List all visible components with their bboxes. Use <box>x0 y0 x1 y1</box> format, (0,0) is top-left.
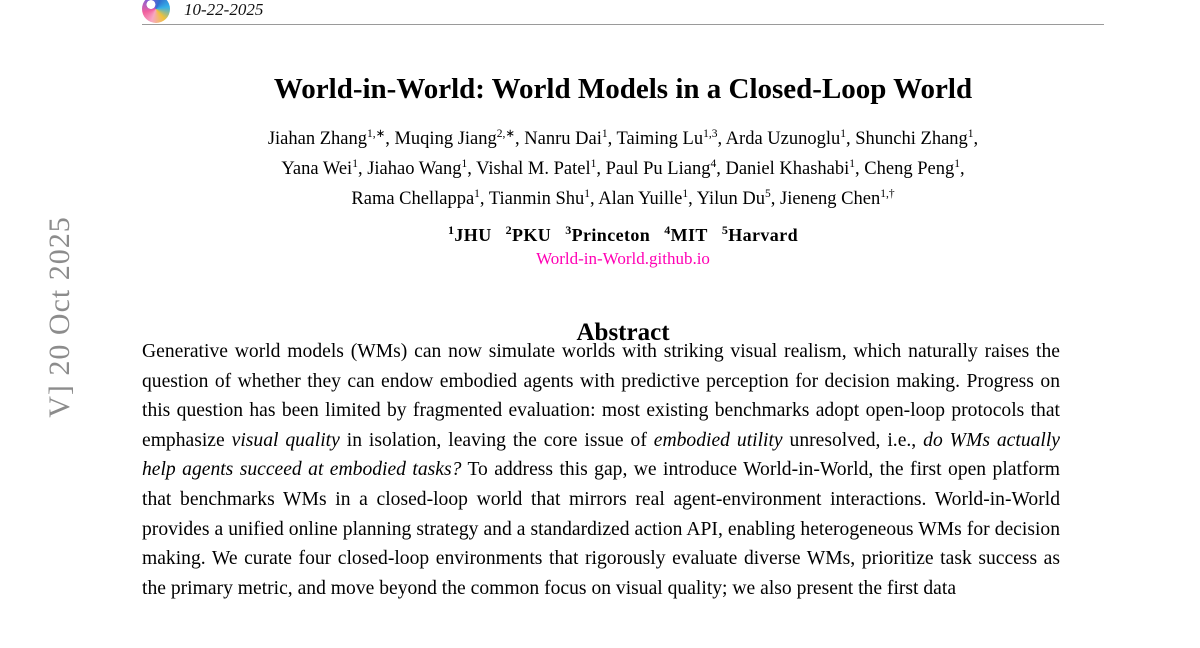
author-line: Jiahan Zhang$^{1,∗}$, Muqing Jiang$^{2,∗}$, Nanru Dai$^1$, Taiming Lu$^{1,3}$, Arda Uzunoglu$^1$, Shunchi Zhang$^1$, <box>267 128 979 150</box>
project-page-link[interactable]: World-in-World.github.io <box>536 249 710 268</box>
arxiv-rainbow-logo-icon <box>142 0 170 23</box>
abstract-heading: Abstract <box>576 318 670 346</box>
affiliation-item: $^2$PKU <box>505 223 552 245</box>
affiliation-item: $^1$JHU <box>447 223 492 245</box>
abstract-text: Generative world models (WMs) can now simulate worlds with striking visual realism, which naturally raises the question of whether they can endow embodied agents with predictive perception for decision making. Progress on this question has been limited by fragmented evaluation: most existing benchmarks adopt open-loop protocols that emphasize visual quality in isolation, leaving the core issue of embodied utility unresolved, i.e., do WMs actually help agents succeed at embodied tasks? To address this gap, we introduce World-in-World, the first open platform that benchmarks WMs in a closed-loop world that mirrors real agent-environment interactions. World-in-World provides a unified online planning strategy and a standardized action API, enabling heterogeneous WMs for decision making. We curate four closed-loop environments that rigorously evaluate diverse WMs, prioritize task success as the primary metric, and move beyond the common focus on visual quality; we also present the first data <box>142 341 1060 599</box>
affiliation-list <box>142 223 1104 246</box>
affiliation-item: $^4$MIT <box>664 223 708 245</box>
affiliation-item: $^5$Harvard <box>721 223 799 245</box>
affiliation-item: $^3$Princeton <box>565 223 651 245</box>
paper-page <box>96 0 1136 648</box>
author-line: Yana Wei$^1$, Jiahao Wang$^1$, Vishal M. Patel$^1$, Paul Pu Liang$^4$, Daniel Khashabi$^1$, Cheng Peng$^1$, <box>281 158 965 180</box>
header-date: 10-22-2025 <box>184 0 264 19</box>
author-line: Rama Chellappa$^1$, Tianmin Shu$^1$, Alan Yuille$^1$, Yilun Du$^5$, Jieneng Chen$^{1,\dagger}$ <box>351 188 895 210</box>
page-title: World-in-World: World Models in a Closed-Loop World <box>273 73 973 106</box>
author-list <box>142 122 1104 212</box>
arxiv-vertical-stamp: V] 20 Oct 2025 <box>43 216 76 418</box>
page-header <box>142 0 1104 24</box>
header-divider <box>142 24 1104 25</box>
